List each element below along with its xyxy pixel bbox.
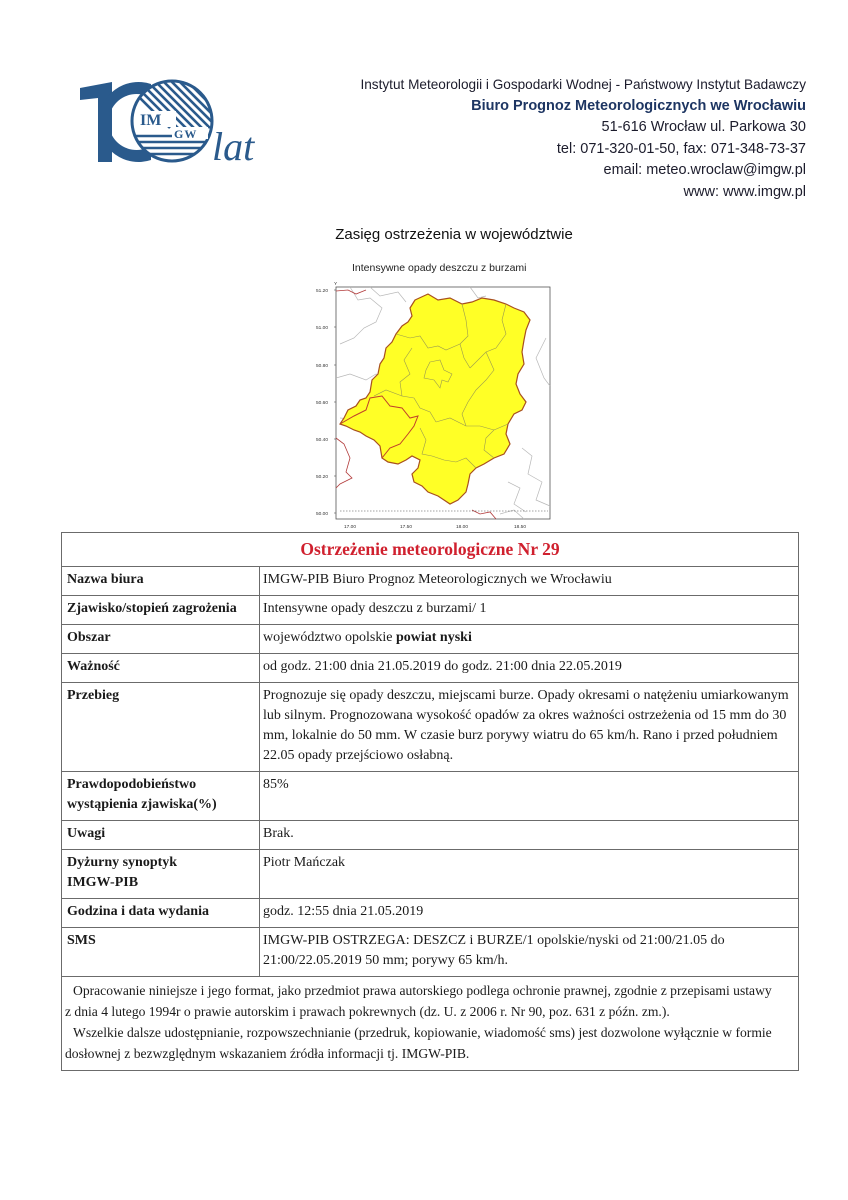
value-forecaster: Piotr Mańczak: [260, 850, 799, 899]
copyright-note-row: [62, 977, 799, 1071]
value-office: IMGW-PIB Biuro Prognoz Meteorologicznych we Wrocławiu: [260, 567, 799, 596]
svg-text:50.80: 50.80: [316, 364, 329, 369]
institute-name: Instytut Meteorologii i Gospodarki Wodnej - Państwowy Instytut Badawczy: [360, 77, 806, 92]
table-row-issued: [62, 899, 799, 928]
label-course: Przebieg: [62, 683, 260, 772]
warning-title: Ostrzeżenie meteorologiczne Nr 29: [62, 533, 799, 567]
value-issued: godz. 12:55 dnia 21.05.2019: [260, 899, 799, 928]
copyright-para1-line2: z dnia 4 lutego 1994r o prawie autorskim i prawach pokrewnych (dz. U. z 2006 r. Nr 90, poz. 631 z późn. zm.).: [65, 1004, 670, 1019]
svg-text:IM: IM: [140, 112, 162, 129]
office-address: 51-616 Wrocław ul. Parkowa 30: [601, 119, 806, 135]
office-email: email: meteo.wroclaw@imgw.pl: [603, 162, 806, 178]
svg-text:Y: Y: [334, 282, 338, 287]
svg-text:51.00: 51.00: [316, 326, 329, 331]
table-row-probability: [62, 772, 799, 821]
svg-text:18.00: 18.00: [456, 525, 469, 530]
copyright-para2-line2: dosłownej z bezwzględnym wskazaniem źródła informacji tj. IMGW-PIB.: [65, 1046, 470, 1061]
value-sms-line1: IMGW-PIB OSTRZEGA: DESZCZ i BURZE/1 opolskie/nyski od 21:00/21.05 do: [263, 933, 725, 948]
logo-graphic: [76, 78, 276, 168]
svg-text:17.00: 17.00: [344, 525, 357, 530]
value-area: [260, 625, 799, 654]
label-probability-line2: wystąpienia zjawiska(%): [67, 797, 217, 812]
value-validity: od godz. 21:00 dnia 21.05.2019 do godz. 21:00 dnia 22.05.2019: [260, 654, 799, 683]
value-area-county: powiat nyski: [395, 630, 472, 645]
label-phenomenon: Zjawisko/stopień zagrożenia: [62, 596, 260, 625]
table-row-office: [62, 567, 799, 596]
value-remarks: Brak.: [260, 821, 799, 850]
copyright-para2-line1: Wszelkie dalsze udostępnianie, rozpowszechnianie (przedruk, kopiowanie, wiadomość sms) jest dozwolone wyłącznie w formie: [73, 1025, 772, 1040]
value-phenomenon: Intensywne opady deszczu z burzami/ 1: [260, 596, 799, 625]
table-row-forecaster: [62, 850, 799, 899]
svg-text:51.20: 51.20: [316, 289, 329, 294]
warning-title-row: [62, 533, 799, 567]
copyright-note: [62, 977, 799, 1071]
warning-table: [61, 532, 799, 1071]
institute-header: [360, 74, 806, 203]
table-row-course: [62, 683, 799, 772]
map-graphic: [310, 278, 555, 530]
label-issued: Godzina i data wydania: [62, 899, 260, 928]
value-sms-line2: 21:00/22.05.2019 50 mm; porywy 65 km/h.: [263, 953, 508, 968]
map-subtitle: Intensywne opady deszczu z burzami: [352, 262, 527, 274]
label-forecaster: [62, 850, 260, 899]
svg-text:50.40: 50.40: [316, 438, 329, 443]
table-row-phenomenon: [62, 596, 799, 625]
svg-text:GW: GW: [174, 127, 198, 141]
label-probability-line1: Prawdopodobieństwo: [67, 777, 197, 792]
office-phone-fax: tel: 071-320-01-50, fax: 071-348-73-37: [556, 140, 806, 157]
value-sms: [260, 928, 799, 977]
label-remarks: Uwagi: [62, 821, 260, 850]
warning-area-map: [310, 278, 555, 530]
map-title: Zasięg ostrzeżenia w województwie: [335, 226, 573, 243]
svg-text:50.60: 50.60: [316, 401, 329, 406]
copyright-para1-line1: Opracowanie niniejsze i jego format, jako przedmiot prawa autorskiego podlega ochronie prawnej, zgodnie z przepisami ustawy: [73, 983, 772, 998]
value-probability: 85%: [260, 772, 799, 821]
value-course: Prognozuje się opady deszczu, miejscami burze. Opady okresami o natężeniu umiarkowanym lub silnym. Prognozowana wysokość opadów za okres ważności ostrzeżenia od 15 mm do 30 mm, lokalnie do 50 mm. W czasie burz porywy wiatru do 65 km/h. Rano i przed południem 22.05 opady przejściowo osłabną.: [260, 683, 799, 772]
label-probability: [62, 772, 260, 821]
value-area-voivodeship: województwo opolskie: [263, 630, 393, 645]
table-row-validity: [62, 654, 799, 683]
table-row-area: [62, 625, 799, 654]
label-area: Obszar: [62, 625, 260, 654]
table-row-sms: [62, 928, 799, 977]
svg-text:18.50: 18.50: [514, 525, 527, 530]
office-website: www: www.imgw.pl: [683, 183, 806, 200]
office-name: Biuro Prognoz Meteorologicznych we Wrocławiu: [471, 97, 806, 114]
imgw-100-years-logo: [76, 78, 276, 168]
table-row-remarks: [62, 821, 799, 850]
label-forecaster-line2: IMGW-PIB: [67, 875, 139, 890]
label-validity: Ważność: [62, 654, 260, 683]
svg-text:50.20: 50.20: [316, 475, 329, 480]
label-forecaster-line1: Dyżurny synoptyk: [67, 855, 178, 870]
label-office: Nazwa biura: [62, 567, 260, 596]
svg-text:lat: lat: [212, 124, 255, 168]
svg-text:50.00: 50.00: [316, 512, 329, 517]
label-sms: SMS: [62, 928, 260, 977]
svg-text:17.50: 17.50: [400, 525, 413, 530]
